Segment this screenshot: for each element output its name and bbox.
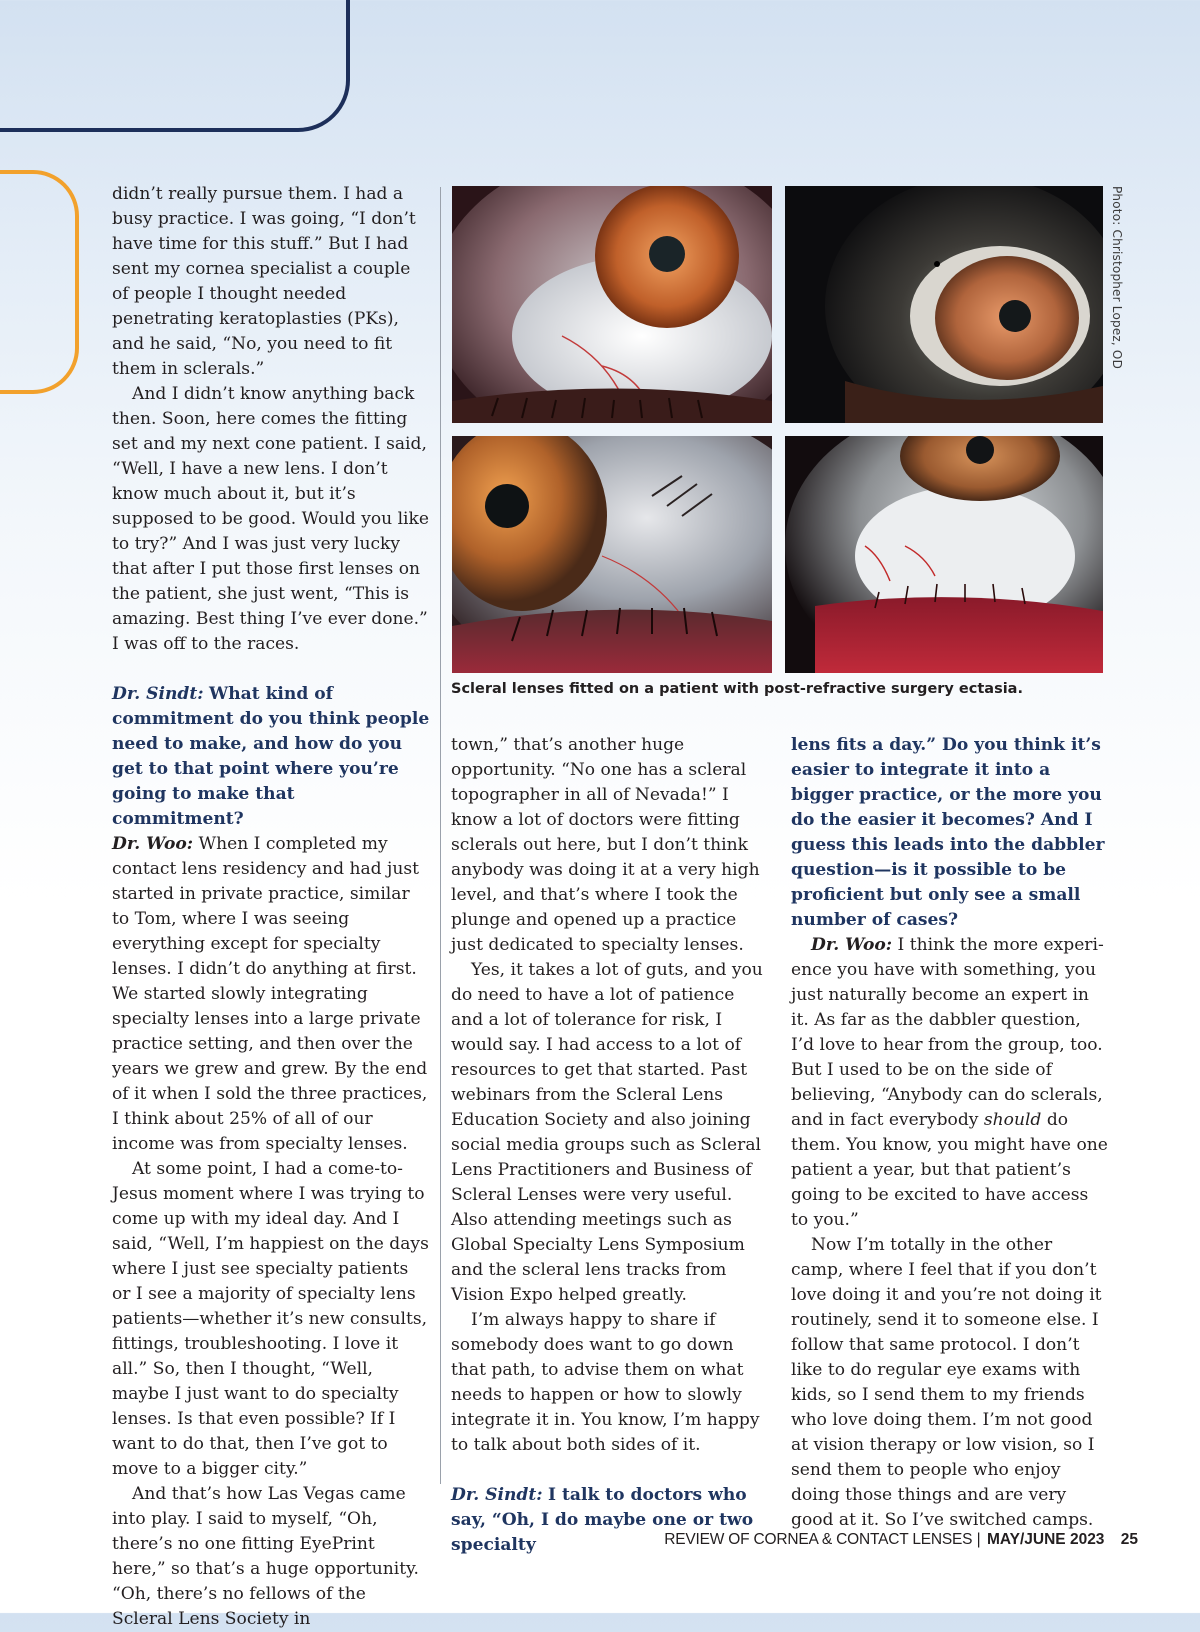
eye-photo-bottom-left xyxy=(452,436,772,673)
emphasis-text: should xyxy=(983,1110,1042,1130)
paragraph: At some point, I had a come-to-Jesus moment where I was trying to come up with my ideal day. And I said, “Well, I’m happiest on the days where I just see specialty patients or I see a majority of specialty lens patients—whether it’s new consults, fittings, troubleshooting. I love it all.” So, then I thought, “Well, maybe I just want to do specialty lenses. Is that even possible? If I want to do that, then I’ve got to move to a bigger city.” xyxy=(112,1159,429,1479)
speaker-label: Dr. Sindt: xyxy=(451,1485,543,1505)
paragraph: Now I’m totally in the other camp, where I feel that if you don’t love doing it and you’re not doing it routinely, send it to someone else. I follow that same protocol. I don’t like to do regular eye exams with kids, so I send them to my friends who love doing them. I’m not good at vision therapy or low vision, so I send them to people who enjoy doing those things and are very good at it. So I’ve switched camps. xyxy=(791,1235,1102,1530)
paragraph: I’m always happy to share if somebody does want to go down that path, to advise them on what needs to happen or how to slowly integrate it in. You know, I’m happy to talk about both sides of it. xyxy=(451,1310,760,1455)
answer-text: When I completed my contact lens residency and had just started in private practice, similar to Tom, where I was seeing everything except for specialty lenses. I didn’t do anything at first. We started slowly integrating specialty lenses into a large private practice setting, and then over the years we grew and grew. By the end of it when I sold the three practices, I think about 25% of all of our income was from specialty lenses. xyxy=(112,834,428,1154)
text-column-2 xyxy=(451,733,769,1558)
question-text: I talk to doctors who say, “Oh, I do maybe one or two specialty xyxy=(451,1485,754,1555)
page-number: 25 xyxy=(1120,1531,1138,1548)
question-text: What kind of commitment do you think people need to make, and how do you get to that point where you’re going to make that commitment? xyxy=(112,684,430,829)
speaker-label: Dr. Sindt: xyxy=(112,684,204,704)
eye-photo-top-left xyxy=(452,186,772,423)
paragraph: And that’s how Las Vegas came into play. I said to myself, “Oh, there’s no one fitting EyePrint here,” so that’s a huge opportunity. “Oh, there’s no fellows of the Scleral Lens Society in xyxy=(112,1484,419,1629)
top-decorative-box xyxy=(0,0,350,132)
paragraph: And I didn’t know anything back then. Soon, here comes the fitting set and my next cone patient. I said, “Well, I have a new lens. I don’t know much about it, but it’s supposed to be good. Would you like to try?” And I was just very lucky that after I put those first lenses on the patient, she just went, “This is amazing. Best thing I’ve ever done.” I was off to the races. xyxy=(112,384,429,654)
text-column-3 xyxy=(791,733,1109,1533)
column-divider xyxy=(440,187,441,1484)
answer-text: I think the more experience you have with something, you just naturally become an expert in it. As far as the dabbler question, I’d love to hear from the group, too. But I used to be on the side of believing, “Anybody can do sclerals, and in fact everybody xyxy=(791,935,1104,1130)
question-block xyxy=(112,682,430,832)
figure-caption: Scleral lenses fitted on a patient with post-refractive surgery ectasia. xyxy=(451,681,1023,697)
photo-credit: Photo: Christopher Lopez, OD xyxy=(1110,186,1124,370)
paragraph: town,” that’s another huge opportunity. “No one has a scleral topographer in all of Nevada!” I know a lot of doctors were fitting sclerals out here, but I don’t think anybody was doing it at a very high level, and that’s where I took the plunge and opened up a practice just dedicated to specialty lenses. xyxy=(451,735,760,955)
speaker-label: Dr. Woo: xyxy=(112,834,194,854)
issue-date: MAY/JUNE 2023 xyxy=(986,1531,1105,1548)
footer-separator: | xyxy=(976,1531,981,1548)
answer-text: do them. You know, you might have one patient a year, but that patient’s going to be excited to have access to you.” xyxy=(791,1110,1108,1230)
answer-block xyxy=(791,933,1109,1233)
eye-photo-bottom-right xyxy=(785,436,1103,673)
question-continuation: lens fits a day.” Do you think it’s easier to integrate it into a bigger practice, or the more you do the easier it becomes? And I guess this leads into the dabbler question—is it possible to be proficient but only see a small number of cases? xyxy=(791,735,1105,930)
paragraph: Yes, it takes a lot of guts, and you do need to have a lot of patience and a lot of tolerance for risk, I would say. I had access to a lot of resources to get that started. Past webinars from the Scleral Lens Education Society and also joining social media groups such as Scleral Lens Practitioners and Business of Scleral Lenses were very useful. Also attending meetings such as Global Specialty Lens Symposium and the scleral lens tracks from Vision Expo helped greatly. xyxy=(451,960,763,1305)
speaker-label: Dr. Woo: xyxy=(811,935,893,955)
page-footer xyxy=(664,1531,1138,1549)
publication-name: REVIEW OF CORNEA & CONTACT LENSES xyxy=(664,1531,973,1548)
eye-photo-top-right xyxy=(785,186,1103,423)
paragraph: didn’t really pursue them. I had a busy practice. I was going, “I don’t have time for this stuff.” But I had sent my cornea specialist a couple of people I thought needed penetrating keratoplasties (PKs), and he said, “No, you need to fit them in sclerals.” xyxy=(112,184,416,379)
text-column-1 xyxy=(112,182,430,1632)
answer-block xyxy=(112,832,430,1157)
side-decorative-bracket xyxy=(0,170,79,394)
